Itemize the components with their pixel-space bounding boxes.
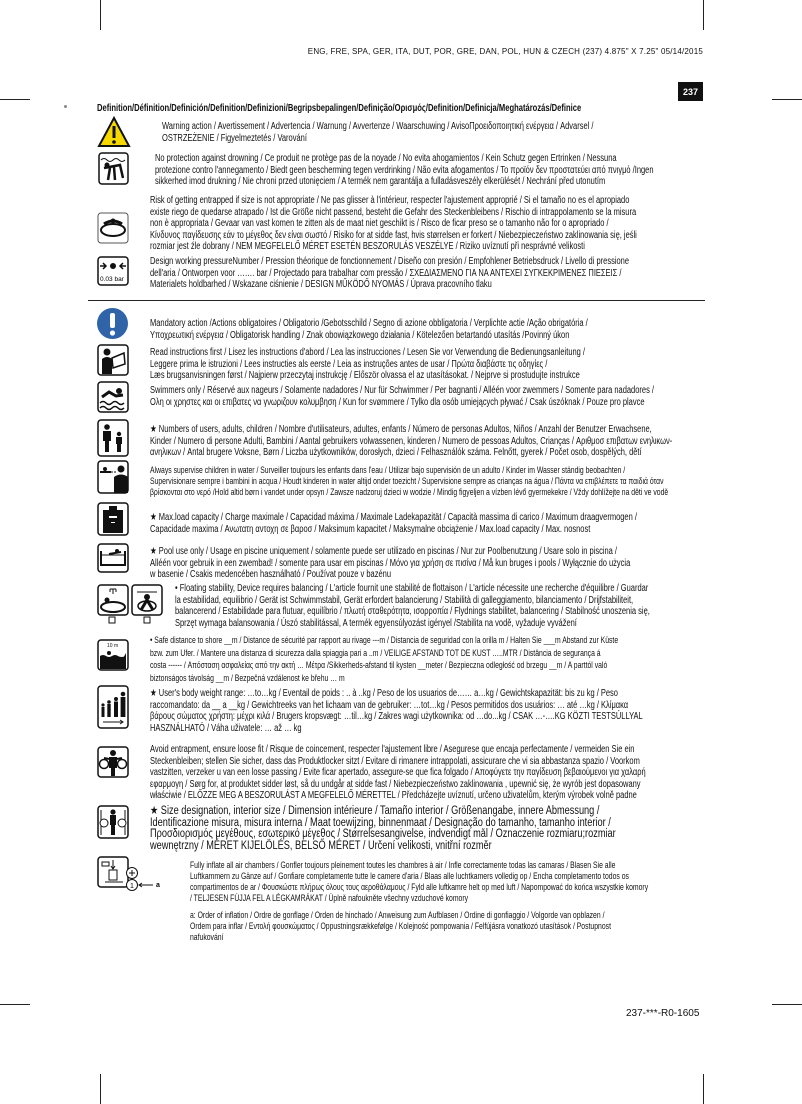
text-line: protezione contro l'annegamento / Biedt geen bescherming tegen verdrinking / Não evita afogamentos / Το προϊόν δεν προστατεύει από πνιγμό /Ingen [155,164,654,176]
text-line: OSTRZEŻENIE / Figyelmeztetés / Varování [162,132,307,144]
crop-mark [0,99,30,100]
shore-distance-icon [97,639,129,671]
text-line: Sprzęt wymaga balansowania / Úszó stabilitással, A termék egyensúlyozást igényel /Stabilita na vodě, vyžaduje vyvážení [175,617,577,629]
text-line: ★ Max.load capacity / Charge maximale / Capacidad máxima / Maximale Ladekapazität / Capacità massima di carico / Maximum draagvermogen / [150,512,637,523]
section-divider [88,300,705,301]
inflation-order-text [190,910,744,943]
text-line: rozmiar jest źle dobrany / NEM MEGFELELŐ MÉRET ESETÉN BESZORULÁS VESZÉLYE / Riziko uvíznutí při nesprávné velikosti [150,241,585,252]
text-line: biztonságos távolság __m / Bezpečná vzdálenost ke břehu … m [150,672,345,683]
text-line: Kinder / Numero di persone Adulti, Bambini / Aantal gebruikers volwassenen, kinderen / Numero de pessoas Adultos, Crianças / Αριθμοσ επιβατων ενηλικων- [150,435,673,447]
distance-text [150,634,766,684]
crop-mark [703,0,704,30]
text-line: Swimmers only / Réservé aux nageurs / Solamente nadadores / Nur für Schwimmer / Per bagnanti / Alléén voor zwemmers / Somente para nadadores / [150,385,654,396]
text-line: Alléén voor gebruik in een zwembad! / somente para usar em piscinas / Μόνο για χρήση σε πισίνα / Må kun bruges i pools / Wyłącznie do użycia [150,557,631,569]
text-line: Risk of getting entrapped if size is not appropriate / Ne pas glisser à l'intérieur, respecter l'ajustement approprié / Si el tamaño no es el apropiado [150,195,630,206]
text-line: existe riego de quedarse atrapado / Ist die Größe nicht passend, besteht die Gefahr des Steckenbleibens / Rischio di intrappolamento se la misura [150,206,637,218]
text-line: Luftkammern zu Gänze auf / Gonfiare completamente tutte le camere d'aria / Blaas alle luchtkamers volledig op / Encha completamento todos os [190,871,629,881]
text-line: Υποχρεωτική ενέργεια / Obligatorisk handling / Znak obowiązkowego działania / Kötelezően betartandó utasítás /Povinný úkon [150,329,570,341]
text-line: la estabilidad, equilibrio / Gerät ist Schwimmstabil, Gerät erfordert balancierung / Stabilità di galleggiamento, bilanciamento / Drijfstabiliteit, [175,594,634,606]
floating-text [175,583,802,629]
text-line: Leggere prima le istruzioni / Lees instructies als eerste / Leia as instruções antes de usar / Πρώτα διαβάστε τις οδηγίες / [150,358,548,370]
text-line: Identificazione misura, misura interna / Maat toewijzing, binnenmaat / Designação do tamanho, tamanho interior / [150,816,611,829]
text-line: wewnętrzny / MÉRET KIJELÖLÉS, BELSŐ MÉRET / Určení velikosti, vnitřní rozměr [150,839,492,852]
size-designation-icon [97,805,129,839]
swimmers-text [150,385,802,408]
text-line: balancerend / Estabilidade para flutuar, equilíbrio / πλωτή σταθερότητα, ισορροπία / Flydnings stabilitet, balancering / Stabilność unoszenia się, [175,606,650,617]
text-line: w basenie / Csakis medencében használható / Používat pouze v bazénu [150,569,391,580]
mandatory-exclamation-icon [96,307,129,340]
pressure-gauge-icon [97,256,129,286]
warning-text [162,121,737,144]
inflate-chambers-icon [97,856,177,892]
text-line: Προσδιορισμός μεγέθους, εσωτερικό μέγεθος / Størrelsesangivelse, indvendigt mål / Oznaczenie rozmiaru;rozmiar [150,828,616,840]
text-line: Steckenbleiben; stellen Sie sicher, dass das Produktlocker sitzt / Evitare di rimanere intrappolati, assicurare che vi sia abbastanza spazio / Voorkom [150,755,640,767]
pool-icon [97,543,129,573]
mandatory-text [150,318,734,341]
entrapment-text [150,195,799,253]
text-line: εφαρμογη / Sørg for, at produktet sidder løst, så du undgår at sidde fast / Niebezpieczeństwo zaklinowania , upewnić się, że wyrób jest dopasowany [150,778,641,790]
text-line: ★ Size designation, interior size / Dimension intérieure / Tamaño interior / Größenangabe, innere Abmessung / [150,805,600,817]
text-line: Warning action / Avertissement / Advertencia / Warnung / Avvertenze / Waarschuwing / AvisoΠροειδοποιητική ενέργεια / Advarsel / [162,121,594,132]
text-line: Læs brugsanvisningen først / Najpierw przeczytaj instrukcję / Először olvassa el az utasításokat. / Nejprve si prostudujte instrukce [150,370,580,381]
pressure-text [150,256,789,291]
text-line: ★ Numbers of users, adults, children / Nombre d'utilisateurs, adultes, enfants / Número de personas Adultos, Niños / Anzahl der Benutzer Erwachsene, [150,424,652,435]
text-line: ★ User's body weight range: …to…kg / Eventail de poids : .. à ..kg / Peso de los usuarios de…… a…kg / Gewichtskapazität: bis zu kg / Peso [150,688,618,699]
inflation-label-a: a [156,882,160,889]
document-code: 237-***-R0-1605 [626,1008,700,1019]
warning-triangle-icon [97,116,131,148]
text-line: βάρους σώματος χρήστη: μέχρι κιλά / Brugers kropsvægt: …til…kg / Zakres wagi użytkownika: od …do...kg / CSAK …-….KG KÖZTI TESTSÚLLYAL [150,711,643,722]
page-number-badge: 237 [678,82,703,101]
read-instructions-text [150,347,730,382]
drowning-text [155,153,802,188]
text-line: costa ------ / Απόσταση ασφαλείας από την ακτή … Μέτρα /Sikkerheds-afstand til kysten __meter / Bezpieczna odległość od brzegu __m / A parttól való [150,660,608,670]
weight-text [150,688,802,734]
text-line: Ολη οι χρηστες και οι επιβατες να γνωριζουν κολυμβηση / Kun for svømmere / Tylko dla osób umiejących pływać / Csak úszóknak / Pouze pro plavce [150,396,645,408]
text-line: bzw. zum Ufer. / Mantere una distanza di sicurezza dalla spiaggia pari a ..m / VEILIGE AFSTAND TOT DE KUST …..MTR / Distância de segurança á [150,647,601,658]
crop-mark [772,1004,802,1005]
distance-label: 10 m [107,643,119,649]
text-line: non è appropriata / Gevaar van vast komen te zitten als de maat niet geschikt is / Risco de ficar preso se o tamanho não for o apropriado / [150,218,609,229]
text-line: No protection against drowning / Ce produit ne protège pas de la noyade / No evita ahogamientos / Kein Schutz gegen Ertrinken / Nessuna [155,153,617,164]
text-line: βρίσκονται στο νερό /Hold altid børn i vandet under opsyn / Zawsze nadzoruj dzieci w wodzie / Mindig figyeljen a vízben lévő gyermekekre / Vždy dohlížejte na děti ve vodě [150,487,669,497]
text-line: vastzitten, verzeker u van een losse passing / Evite ficar apertado, assegure-se que fica folgado / Αποφύγετε την παγίδευση βεβαιούμενοι για χαλαρή [150,767,646,778]
text-line: raccomandato: da __ a __kg / Gewichtreeks van het lichaam van de gebruiker: …tot…kg / Pesos permitidos dos usuários: … até …kg / Κλίμακα [150,699,629,711]
inflate-text [190,860,793,904]
users-text [150,424,802,459]
text-line: Capacidade maxima / Ανωτατη αντοχη σε βαροσ / Maksimum kapacitet / Maksymalne obciążenie / Max.load capacity / Max. nosnost [150,523,591,535]
crop-mark [703,1074,704,1104]
text-line: Design working pressureNumber / Pression théorique de fonctionnement / Diseño con presión / Empfohlener Betriebsdruck / Livello di pressione [150,256,630,267]
entrapment-icon [97,212,129,244]
pressure-label: 0.03 bar [100,276,124,283]
text-line: nafukování [190,932,224,942]
avoid-entrapment-text [150,744,802,802]
body-weight-range-icon [97,685,129,729]
read-instructions-icon [97,344,129,376]
crop-mark [0,1004,30,1005]
loose-fit-icon [97,746,129,778]
crop-mark [772,99,802,100]
adult-child-icon [97,419,129,457]
definitions-title: Definition/Définition/Definición/Definition/Definizioni/Begripsbepalingen/Definição/Ορισμός/Definition/Definicja/Meghatározás/Definice [97,103,582,114]
print-spec-header: ENG, FRE, SPA, GER, ITA, DUT, POR, GRE, DAN, POL, HUN & CZECH (237) 4.875" X 7.25" 05/14/2015 [307,47,703,56]
swimmer-icon [97,381,129,413]
max-load-weight-icon [97,502,129,536]
text-line: właściwie / ELŐZZE MEG A BESZORULÁST A MEGFELELŐ MÉRETTEL / Předcházejte uvíznutí, určeno uživatelům, kterým výrobek volně padne [150,790,637,801]
text-line: HASZNÁLHATÓ / Váha uživatele: … až … kg [150,722,302,734]
text-line: Mandatory action /Actions obligatoires / Obligatorio /Gebotsschild / Segno di azione obbligatoria / Verplichte actie /Ação obrigatória / [150,318,588,329]
text-line: sikkerhed imod drukning / Nie chroni przed utonięciem / A termék nem garantálja a fulladásveszély elkerülését / Nechrání před utonutím [155,176,606,187]
drowning-icon [98,152,129,185]
floating-stability-icon [97,584,169,624]
registration-dot [64,105,67,108]
text-line: • Floating stability, Device requires balancing / L'article fournit une stabilité de flottaison / L'article nécessite une recherche d'équilibre / Guardar [175,583,649,594]
inflation-order-number: 1 [130,883,134,890]
max-load-text [150,512,799,535]
text-line: ★ Pool use only / Usage en piscine uniquement / solamente puede ser utilizado en piscinas / Nur zur Poolbenutzung / Usare solo in piscina / [150,546,617,557]
size-designation-text [150,806,732,852]
text-line: • Safe distance to shore __m / Distance de sécurité par rapport au rivage ---m / Distancia de seguridad con la orilla m / Halten Sie ___m Abstand zur Küste [150,635,619,645]
text-line: Read instructions first / Lisez les instructions d'abord / Lea las instrucciones / Lesen Sie vor Verwendung die Bedienungsanleitung / [150,347,586,358]
text-line: compartimentos de ar / Φουσκώστε πλήρως όλους τους αεροθάλαμους / Fyld alle luftkamre helt op med luft / Napompować do końca wszystkie komory [190,882,649,892]
text-line: dell'aria / Ontworpen voor ……. bar / Projectado para trabalhar com pressão / ΣΧΕΔΙΑΣΜΕΝΟ ΓΙΑ ΝΑ ΑΝΤΕΧΕΙ ΣΥΓΚΕΚΡΙΜΕΝΕΣ ΠΙΕΣΕΙΣ / [150,267,622,279]
text-line: Materialets holdbarhed / Wskazane ciśnienie / DESIGN MŰKÖDŐ NYOMÁS / Úprava pracovního tlaku [150,279,492,290]
text-line: / TELJESEN FÚJJA FEL A LÉGKAMRÁKAT / Úplně nafoukněte všechny vzduchové komory [190,893,469,903]
crop-mark [100,0,101,30]
text-line: Fully inflate all air chambers / Gonfler toujours pleinement toutes les chambres à air / Infle correctamente todas las camaras / Blasen Sie alle [190,860,616,870]
text-line: Κίνδυνος παγίδευσης εάν το μέγεθος δεν είναι σωστό / Risiko for at sidde fast, hvis størrelsen er forkert / Niebezpieczeństwo zaklinowania się, jeśli [150,229,637,241]
text-line: ανηλικων / Antal brugere Voksne, Børn / Liczba użytkowników, dorosłych, dzieci / Felhasználók száma. Felnőtt, gyerek / Počet osob, dospělých, dětí [150,447,642,458]
text-line: Avoid entrapment, ensure loose fit / Risque de coincement, respecter l'ajustement libre / Asegurese que encaja perfectamente / vermeiden Sie ein [150,744,635,755]
supervise-children-icon [97,460,129,494]
text-line: Supervisionare sempre i bambini in acqua / Houdt kinderen in water altijd onder toezicht / Supervisione sempre as crianças na água / Πάντα να επιβλέπετε τα παιδιά όταν [150,476,664,486]
crop-mark [100,1074,101,1104]
text-line: Ordem para inflar / Εντολή φουσκώματος / Oppustningsrækkefølge / Kolejność pompowania / Felfújásra vonatkozó utasítások / Postupnost [190,921,611,931]
supervise-text [150,465,802,498]
pool-text [150,546,790,581]
text-line: Always supervise children in water / Surveiller toujours les enfants dans l'eau / Utilizar bajo supervisión de un adulto / Kinder im Wasser ständig beobachten / [150,465,626,475]
text-line: a: Order of inflation / Ordre de gonflage / Orden de hinchado / Anweisung zum Aufblasen / Ordine di gonfiaggio / Volgorde van opblazen / [190,910,605,920]
